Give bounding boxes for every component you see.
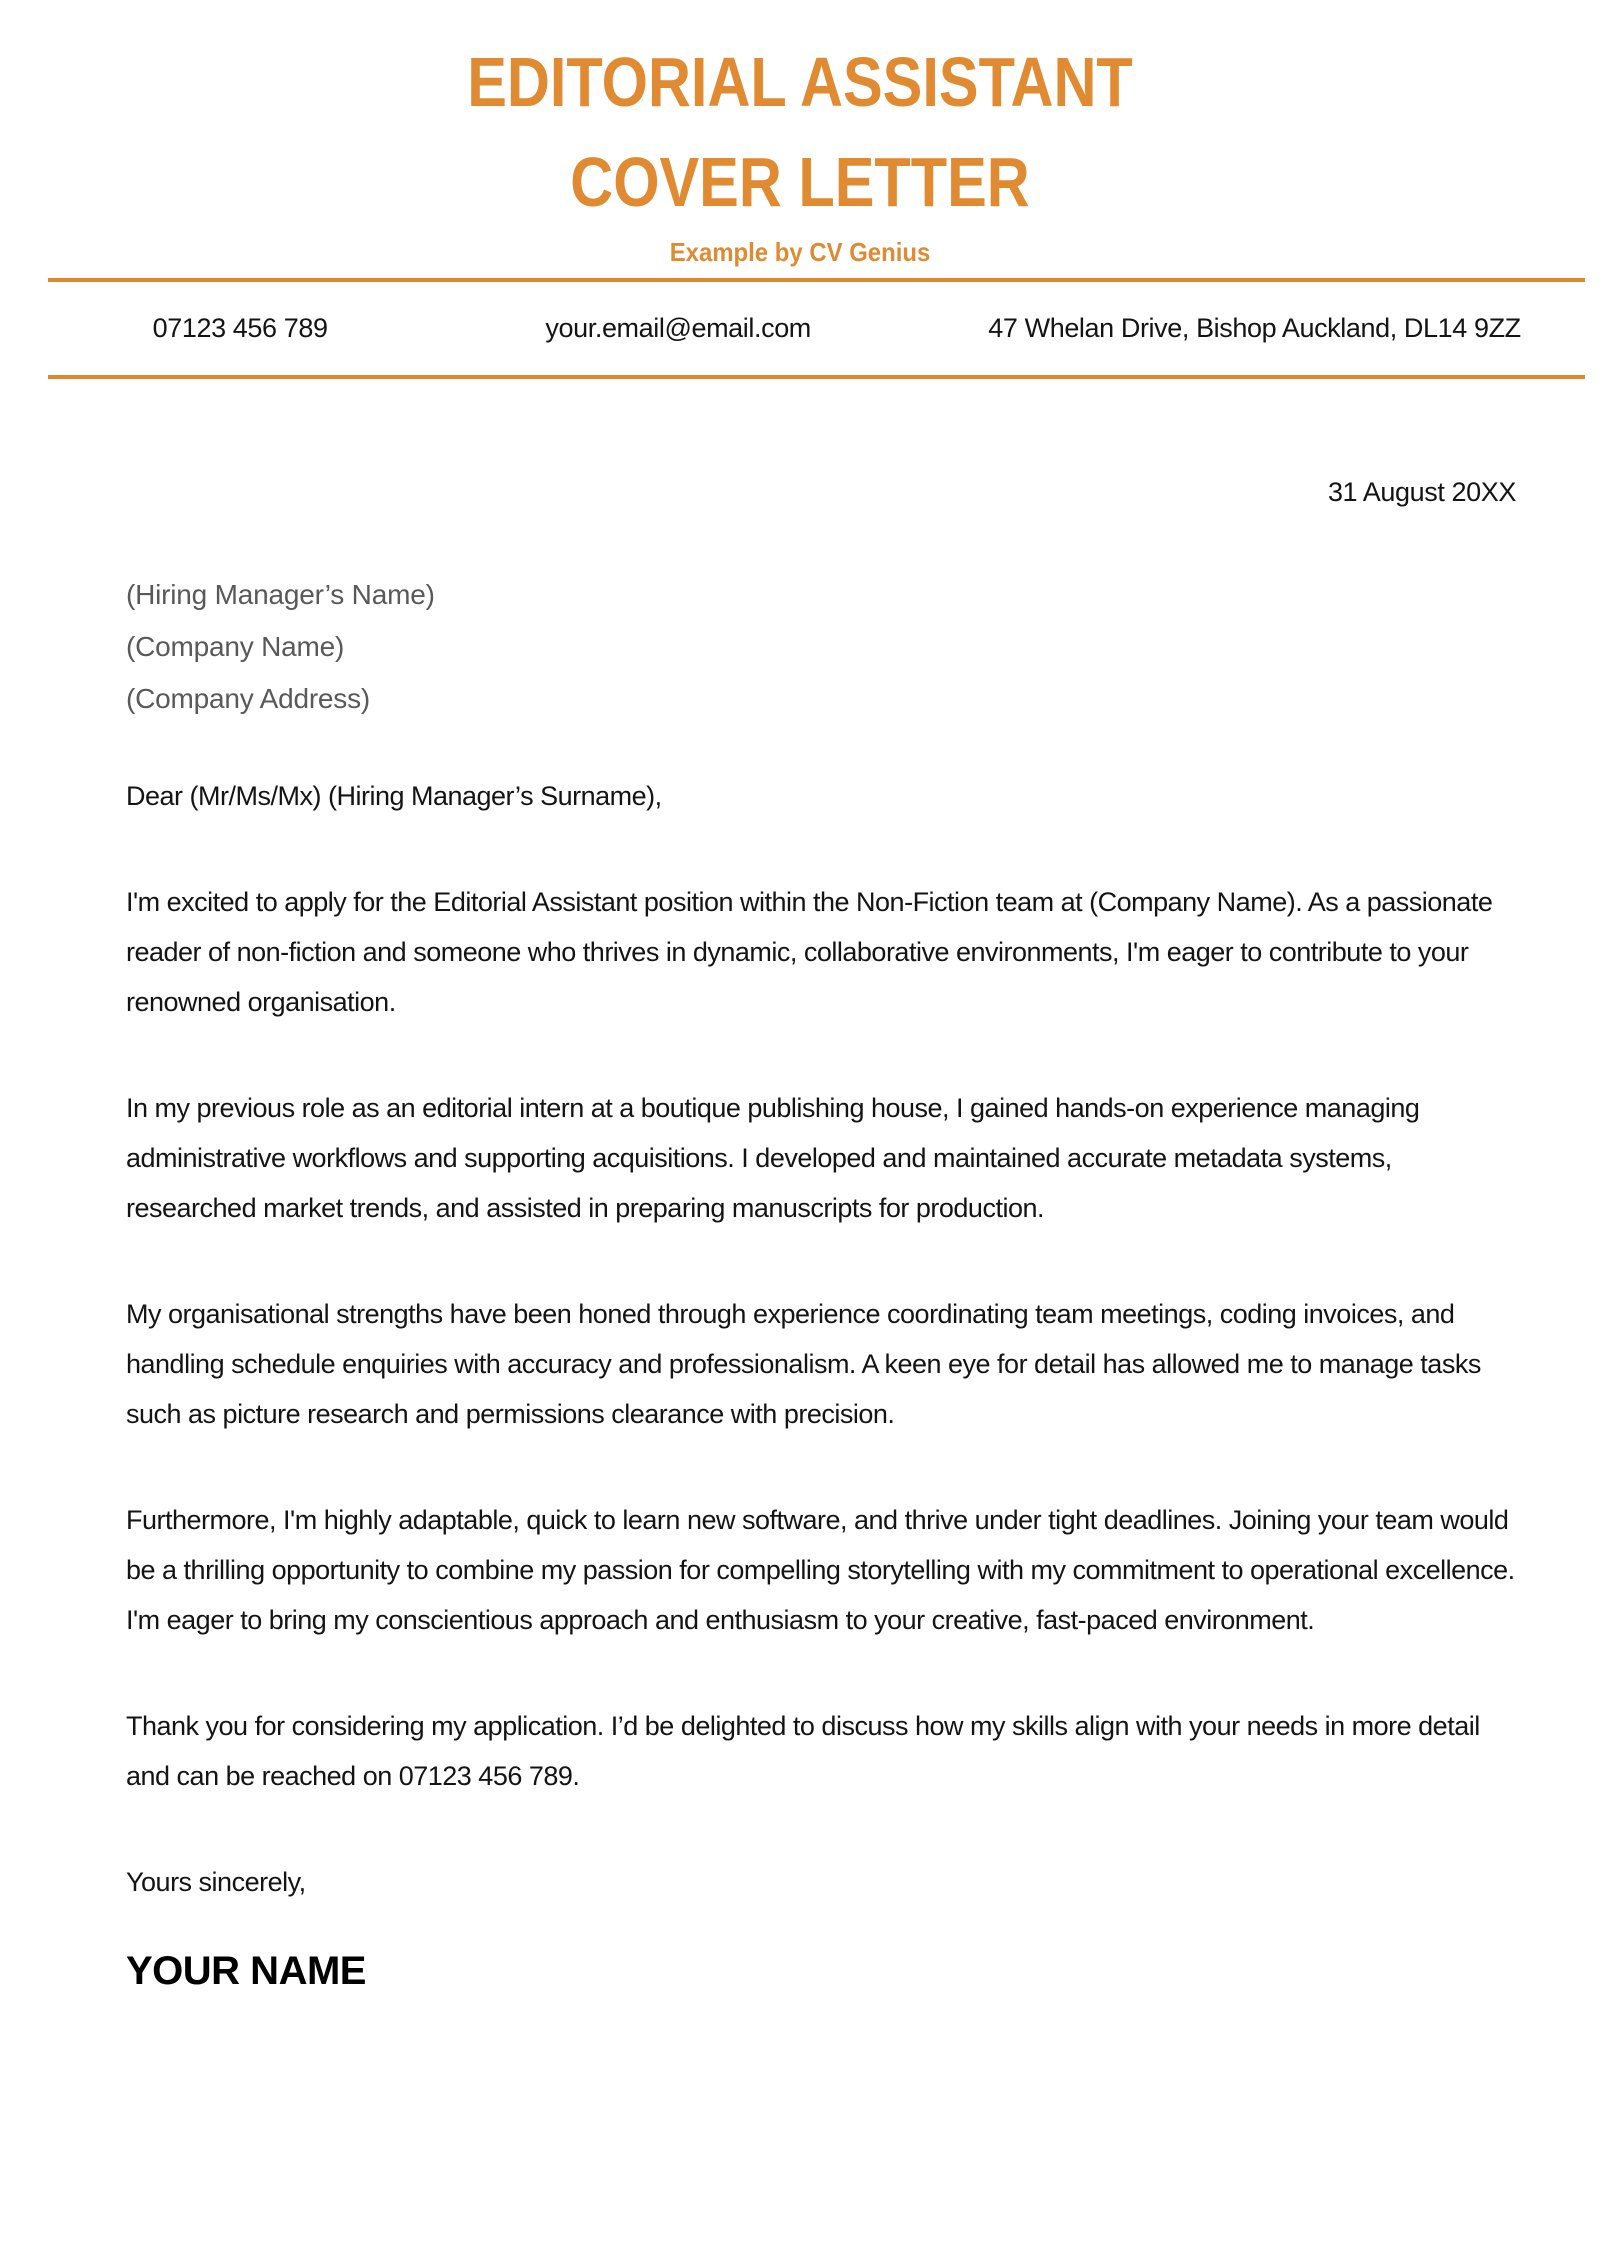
signature-name: YOUR NAME [126,1949,366,1993]
body-paragraph-4: Furthermore, I'm highly adaptable, quick to learn new software, and thrive under tight deadlines. Joining your team would be a thrilling opportunity to combine my passion for compelling storytelling with my commitment to operational excellence. I'm eager to bring my conscientious approach and enthusiasm to your creative, fast-paced environment. [126,1505,1515,1635]
contact-email: your.email@email.com [545,313,811,343]
letter-date: 31 August 20XX [1327,477,1516,507]
document-header [0,0,1600,266]
contact-phone: 07123 456 789 [152,313,328,343]
body-paragraph-2: In my previous role as an editorial intern at a boutique publishing house, I gained hands-on experience managing administrative workflows and supporting acquisitions. I developed and maintained accurate metadata systems, researched market trends, and assisted in preparing manuscripts for production. [126,1093,1420,1223]
letter-body [126,467,1516,1993]
contact-bar [48,278,1585,379]
recipient-company-address: (Company Address) [126,683,371,714]
document-title-line2: COVER LETTER [570,143,1030,221]
body-paragraph-1: I'm excited to apply for the Editorial Assistant position within the Non-Fiction team at (Company Name). As a passionate reader of non-fiction and someone who thrives in dynamic, collaborative environments, I'm eager to contribute to your renowned organisation. [126,887,1493,1017]
salutation: Dear (Mr/Ms/Mx) (Hiring Manager’s Surname), [126,781,662,811]
body-paragraph-3: My organisational strengths have been honed through experience coordinating team meetings, coding invoices, and handling schedule enquiries with accuracy and professionalism. A keen eye for detail has allowed me to manage tasks such as picture research and permissions clearance with precision. [126,1299,1481,1429]
contact-address: 47 Whelan Drive, Bishop Auckland, DL14 9ZZ [988,313,1521,343]
body-paragraph-5: Thank you for considering my application. I’d be delighted to discuss how my skills align with your needs in more detail and can be reached on 07123 456 789. [126,1711,1480,1791]
recipient-block [126,569,1516,725]
recipient-hiring-manager-name: (Hiring Manager’s Name) [126,579,435,610]
document-subtitle: Example by CV Genius [669,237,931,267]
recipient-company-name: (Company Name) [126,631,345,662]
closing-line: Yours sincerely, [126,1867,306,1897]
document-title-line1: EDITORIAL ASSISTANT [467,43,1133,121]
